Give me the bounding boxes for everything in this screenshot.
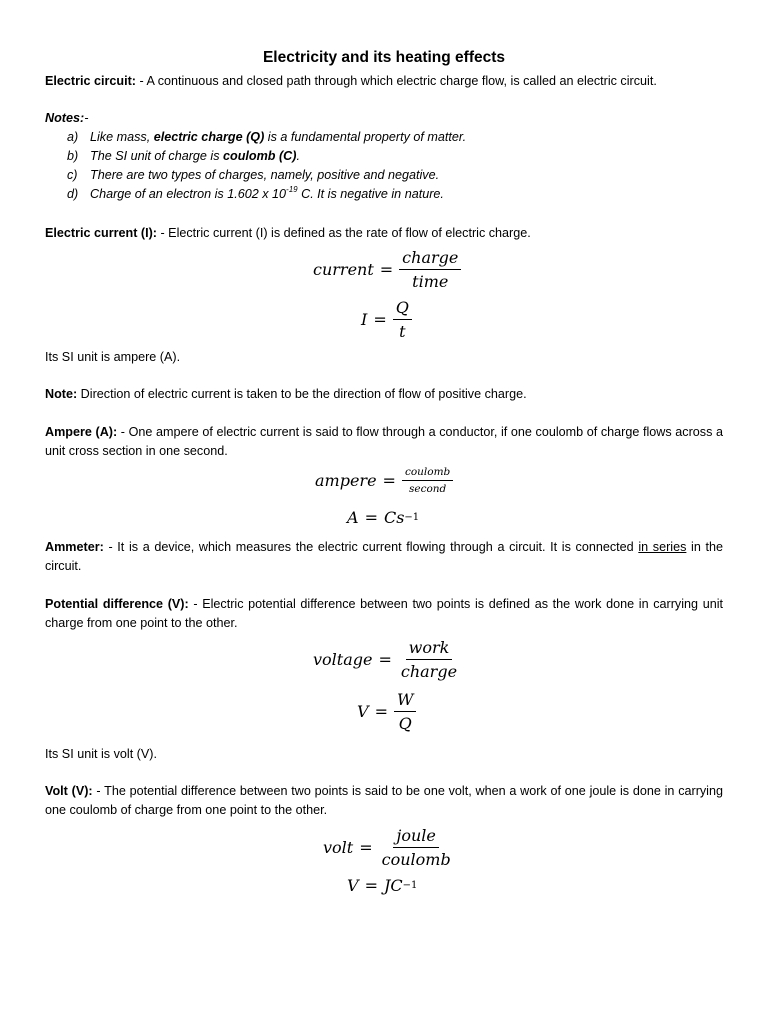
ampere-definition: Ampere (A): - One ampere of electric current is said to flow through a conductor, if one coulomb of charge flows across a unit cross section in one second.	[45, 425, 723, 458]
fraction: $\frac{W}{Q}$	[394, 690, 416, 733]
volt-definition: Volt (V): - The potential difference between two points is said to be one volt, when a work of one joule is done in carrying one coulomb of charge from one point to the other.	[45, 784, 723, 817]
term-ammeter: Ammeter:	[45, 540, 104, 554]
equation-current: current = $\frac{\text{charge}}{\text{time}}$	[313, 248, 461, 291]
voltage-si-unit: Its SI unit is volt (V).	[45, 747, 157, 761]
equation-i-equals-q-over-t: I = $\frac{Q}{t}$	[361, 298, 412, 341]
term-electric-current: Electric current (I):	[45, 226, 157, 240]
fraction: $\frac{\text{joule}}{\text{coulomb}}$	[381, 826, 451, 869]
note-item-c: c) There are two types of charges, namely, positive and negative.	[67, 168, 440, 182]
notes-heading: Notes:-	[45, 111, 89, 125]
in-series-text: in series	[638, 540, 687, 554]
equation-voltage: voltage = $\frac{\text{work}}{\text{charge}}$	[313, 638, 460, 681]
fraction: $\frac{Q}{t}$	[393, 298, 412, 341]
note-item-d: d) Charge of an electron is 1.602 x $10^{-19}$ C. It is negative in nature.	[67, 185, 444, 201]
fraction: $\frac{\text{coulomb}}{\text{second}}$	[402, 466, 453, 495]
current-si-unit: Its SI unit is ampere (A).	[45, 350, 181, 364]
equation-a-equals-cs: A = Cs −1	[347, 508, 420, 527]
electric-circuit-definition	[45, 72, 723, 91]
note-item-a: a) Like mass, electric charge (Q) is a fundamental property of matter.	[67, 130, 467, 144]
equation-v-equals-w-over-q: V = $\frac{W}{Q}$	[357, 690, 416, 733]
electric-circuit-text: - A continuous and closed path through which electric charge flow, is called an electric circuit.	[136, 74, 657, 88]
electric-current-definition: Electric current (I): - Electric current (I) is defined as the rate of flow of electric charge.	[45, 226, 531, 240]
term-potential-difference: Potential difference (V):	[45, 597, 189, 611]
equation-volt: volt = $\frac{\text{joule}}{\text{coulomb}}$	[323, 826, 454, 869]
ammeter-definition: Ammeter: - It is a device, which measures the electric current flowing through a circuit. It is connected in series in the circuit.	[45, 540, 724, 573]
equation-ampere: ampere = $\frac{\text{coulomb}}{\text{second}}$	[315, 466, 453, 495]
term-ampere: Ampere (A):	[45, 425, 118, 439]
document-title: Electricity and its heating effects	[262, 49, 506, 66]
potential-difference-definition: Potential difference (V): - Electric potential difference between two points is defined as the work done in carrying unit charge from one point to the other.	[45, 597, 723, 630]
term-electric-circuit: Electric circuit:	[45, 74, 136, 88]
fraction: $\frac{\text{work}}{\text{charge}}$	[400, 638, 458, 681]
equation-v-equals-jc: V = JC −1	[347, 876, 418, 895]
note-item-b: b) The SI unit of charge is coulomb (C).	[67, 149, 300, 163]
fraction: $\frac{\text{charge}}{\text{time}}$	[399, 248, 461, 291]
term-volt: Volt (V):	[45, 784, 93, 798]
direction-note: Note: Direction of electric current is taken to be the direction of flow of positive charge.	[45, 387, 527, 401]
